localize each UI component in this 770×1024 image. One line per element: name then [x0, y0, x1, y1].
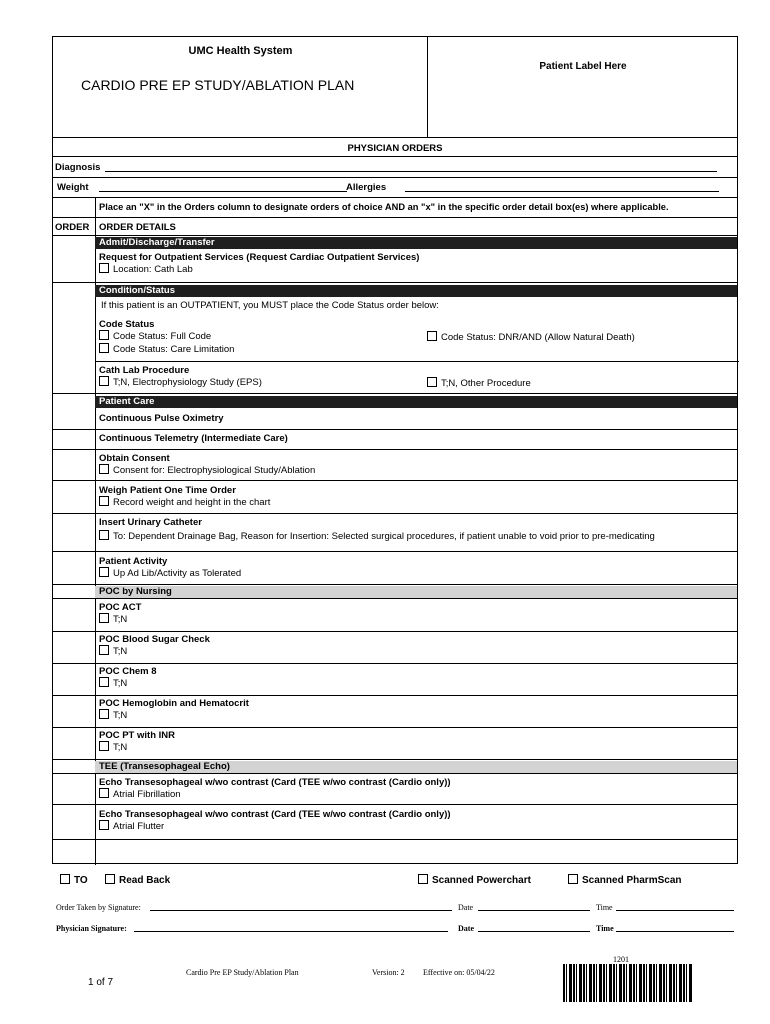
section-condition-status: Condition/Status: [95, 285, 737, 297]
patient-label-area: [428, 37, 738, 137]
checkbox-to[interactable]: [60, 874, 70, 884]
outpatient-note: If this patient is an OUTPATIENT, you MUST place the Code Status order below:: [101, 300, 439, 311]
page-number: 1 of 7: [88, 977, 114, 988]
checkbox-drainage-bag[interactable]: [99, 530, 109, 540]
order-obtain-consent: Obtain Consent Consent for: Electrophysiological Study/Ablation: [99, 453, 316, 476]
order-weigh-patient: Weigh Patient One Time Order Record weight and height in the chart: [99, 485, 271, 508]
header-left: [53, 37, 428, 137]
physician-time-field[interactable]: [616, 923, 734, 932]
section-patient-care: Patient Care: [95, 396, 737, 408]
read-back-option: Read Back: [105, 874, 170, 886]
physician-signature-label: Physician Signature:: [56, 924, 127, 933]
checkbox-up-ad-lib[interactable]: [99, 567, 109, 577]
order-taken-signature-field[interactable]: [150, 902, 452, 911]
order-poc-chem8: POC Chem 8 T;N: [99, 666, 157, 689]
checkbox-poc-sugar[interactable]: [99, 645, 109, 655]
checkbox-other-procedure[interactable]: [427, 377, 437, 387]
order-poc-hemoglobin: POC Hemoglobin and Hematocrit T;N: [99, 698, 249, 721]
section-tee: TEE (Transesophageal Echo): [95, 761, 737, 773]
checkbox-eps[interactable]: [99, 376, 109, 386]
order-urinary-catheter: Insert Urinary Catheter To: Dependent Drainage Bag, Reason for Insertion: Selected surgical procedures, if patient unable to void prior to pre-medicating: [99, 517, 655, 542]
diagnosis-label: Diagnosis: [55, 162, 101, 173]
weight-label: Weight: [57, 182, 89, 193]
checkbox-full-code[interactable]: [99, 330, 109, 340]
instruction-text: Place an "X" in the Orders column to designate orders of choice AND an "x" in the specific order detail box(es) where applicable.: [99, 202, 669, 212]
order-taken-label: Order Taken by Signature:: [56, 903, 141, 912]
checkbox-scanned-pharmscan[interactable]: [568, 874, 578, 884]
physician-time-label: Time: [596, 924, 614, 933]
checkbox-poc-chem8[interactable]: [99, 677, 109, 687]
order-taken-date-label: Date: [458, 903, 474, 912]
order-details-column-header: ORDER DETAILS: [99, 222, 176, 233]
checkbox-atrial-flutter[interactable]: [99, 820, 109, 830]
physician-signature-field[interactable]: [134, 923, 448, 932]
checkbox-poc-hemoglobin[interactable]: [99, 709, 109, 719]
section-admit-discharge-transfer: Admit/Discharge/Transfer: [95, 237, 737, 249]
section-poc-by-nursing: POC by Nursing: [95, 586, 737, 598]
order-form: [52, 36, 738, 864]
order-echo-afib: Echo Transesophageal w/wo contrast (Card (TEE w/wo contrast (Cardio only)) Atrial Fibrillation: [99, 777, 451, 800]
checkbox-consent[interactable]: [99, 464, 109, 474]
checkbox-record-weight[interactable]: [99, 496, 109, 506]
weight-field[interactable]: [99, 183, 347, 192]
order-cath-lab-procedure: Cath Lab Procedure T;N, Electrophysiology Study (EPS): [99, 365, 262, 388]
to-option: TO: [60, 874, 88, 886]
scanned-pharmscan-option: Scanned PharmScan: [568, 874, 681, 886]
order-telemetry: Continuous Telemetry (Intermediate Care): [99, 433, 288, 444]
physician-date-field[interactable]: [478, 923, 590, 932]
patient-label-text: Patient Label Here: [539, 61, 627, 72]
order-poc-act: POC ACT T;N: [99, 602, 142, 625]
order-outpatient-services: Request for Outpatient Services (Request Cardiac Outpatient Services) Location: Cath Lab: [99, 252, 420, 275]
allergies-label: Allergies: [346, 182, 387, 193]
checkbox-poc-act[interactable]: [99, 613, 109, 623]
checkbox-scanned-powerchart[interactable]: [418, 874, 428, 884]
health-system-name: UMC Health System: [188, 45, 293, 57]
order-taken-date-field[interactable]: [478, 902, 590, 911]
checkbox-location-cath-lab[interactable]: [99, 263, 109, 273]
footer-doc-title: Cardio Pre EP Study/Ablation Plan: [186, 968, 299, 977]
physician-orders-heading: PHYSICIAN ORDERS: [347, 143, 443, 154]
footer-effective-date: Effective on: 05/04/22: [423, 968, 495, 977]
checkbox-care-limitation[interactable]: [99, 343, 109, 353]
checkbox-poc-pt-inr[interactable]: [99, 741, 109, 751]
physician-date-label: Date: [458, 924, 474, 933]
diagnosis-field[interactable]: [105, 163, 717, 172]
order-taken-time-field[interactable]: [616, 902, 734, 911]
order-poc-blood-sugar: POC Blood Sugar Check T;N: [99, 634, 210, 657]
scanned-powerchart-option: Scanned Powerchart: [418, 874, 531, 886]
code-dnr-option: Code Status: DNR/AND (Allow Natural Death): [427, 331, 635, 343]
order-pulse-oximetry: Continuous Pulse Oximetry: [99, 413, 224, 424]
checkbox-read-back[interactable]: [105, 874, 115, 884]
checkbox-dnr[interactable]: [427, 331, 437, 341]
allergies-field[interactable]: [405, 183, 719, 192]
order-patient-activity: Patient Activity Up Ad Lib/Activity as Tolerated: [99, 556, 242, 579]
barcode-number: 1201: [613, 955, 629, 964]
cath-other-option: T;N, Other Procedure: [427, 377, 531, 389]
barcode-image: [563, 964, 693, 1002]
order-taken-time-label: Time: [596, 903, 613, 912]
footer-version: Version: 2: [372, 968, 405, 977]
checkbox-atrial-fibrillation[interactable]: [99, 788, 109, 798]
order-echo-aflutter: Echo Transesophageal w/wo contrast (Card (TEE w/wo contrast (Cardio only)) Atrial Flutter: [99, 809, 451, 832]
order-code-status: Code Status Code Status: Full Code Code Status: Care Limitation: [99, 319, 235, 355]
order-column-header: ORDER: [55, 222, 90, 233]
order-poc-pt-inr: POC PT with INR T;N: [99, 730, 175, 753]
plan-title: CARDIO PRE EP STUDY/ABLATION PLAN: [81, 77, 355, 93]
